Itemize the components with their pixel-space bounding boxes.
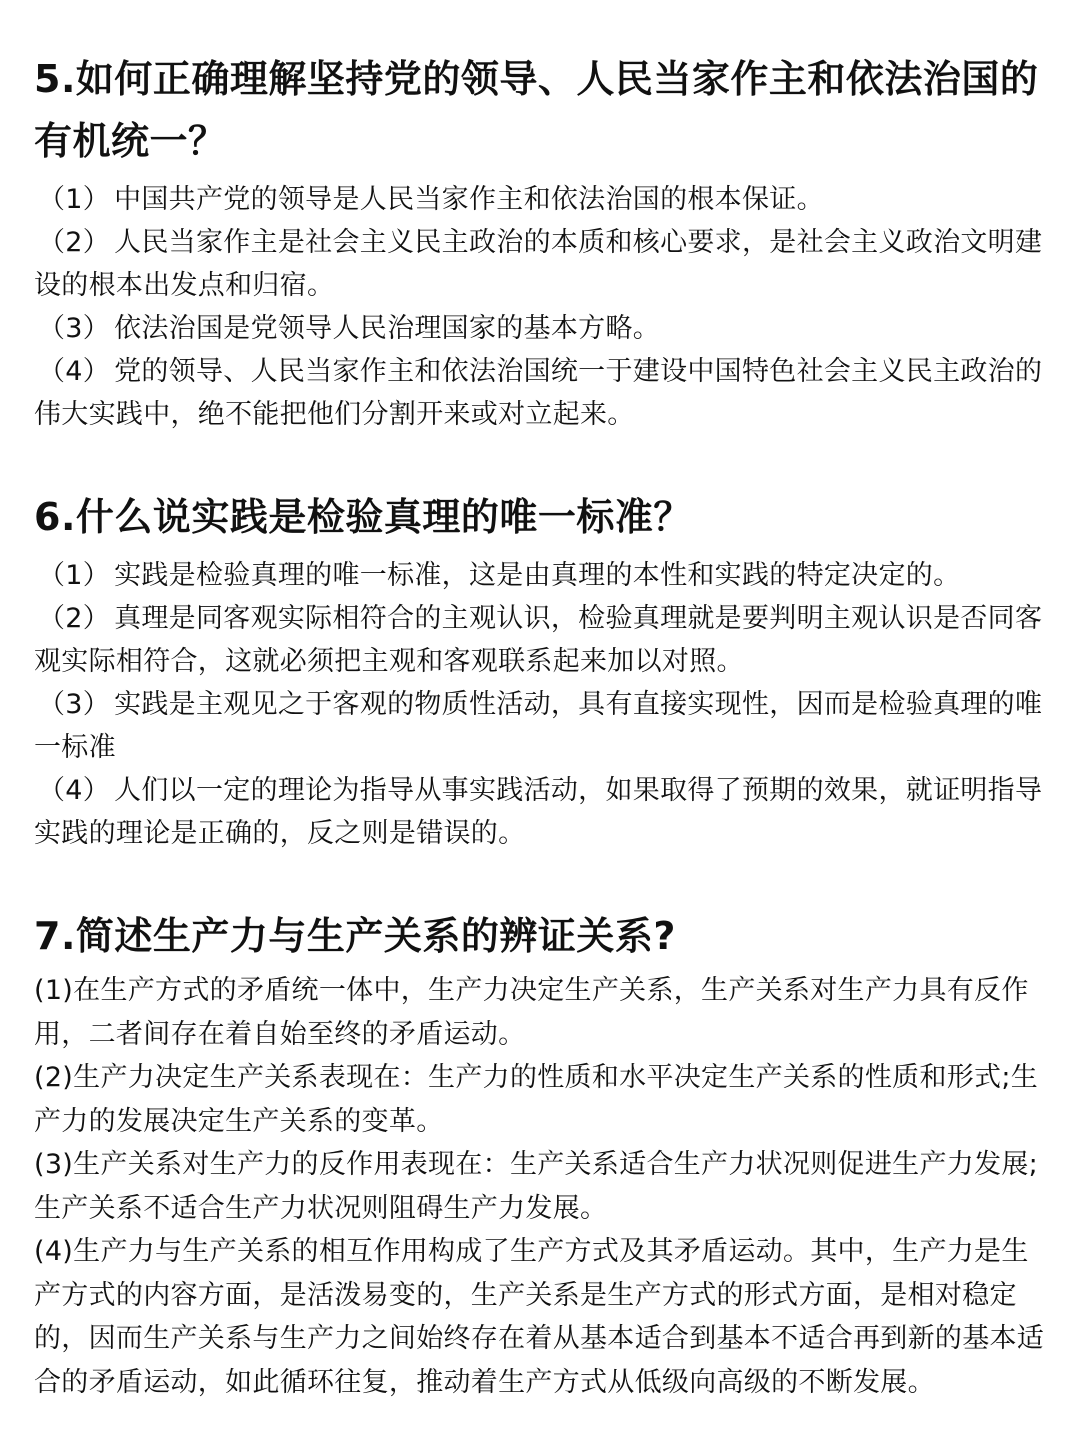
section-heading: 5.如何正确理解坚持党的领导、人民当家作主和依法治国的有机统一？	[34, 57, 1039, 163]
section-7	[34, 905, 1046, 1404]
list-item	[34, 769, 1046, 855]
item-text: 在生产方式的矛盾统一体中，生产力决定生产关系，生产关系对生产力具有反作用，二者间存在着自始至终的矛盾运动。	[34, 975, 1029, 1050]
item-text: 人民当家作主是社会主义民主政治的本质和核心要求，是社会主义政治文明建设的根本出发点和归宿。	[34, 227, 1043, 301]
item-text: 实践是主观见之于客观的物质性活动，具有直接实现性，因而是检验真理的唯一标准	[34, 689, 1043, 763]
list-item	[34, 683, 1046, 769]
item-number: （4）	[38, 356, 111, 387]
item-number: (1)	[34, 975, 74, 1006]
item-text: 中国共产党的领导是人民当家作主和依法治国的根本保证。	[114, 184, 824, 215]
list-item	[34, 307, 1046, 350]
item-number: (4)	[34, 1236, 74, 1267]
item-text: 依法治国是党领导人民治理国家的基本方略。	[114, 313, 661, 344]
item-text: 党的领导、人民当家作主和依法治国统一于建设中国特色社会主义民主政治的伟大实践中，绝不能把他们分割开来或对立起来。	[34, 356, 1043, 430]
list-item	[34, 221, 1046, 307]
list-item	[34, 969, 1046, 1056]
section-heading: 6.什么说实践是检验真理的唯一标准？	[34, 495, 692, 539]
list-item	[34, 597, 1046, 683]
item-text: 生产关系对生产力的反作用表现在：生产关系适合生产力状况则促进生产力发展;生产关系不适合生产力状况则阻碍生产力发展。	[34, 1149, 1039, 1224]
item-number: (3)	[34, 1149, 74, 1180]
item-number: (2)	[34, 1062, 74, 1093]
item-number: （4）	[38, 775, 111, 806]
item-number: （3）	[38, 313, 111, 344]
item-text: 生产力与生产关系的相互作用构成了生产方式及其矛盾运动。其中，生产力是生产方式的内容方面，是活泼易变的，生产关系是生产方式的形式方面，是相对稳定的，因而生产关系与生产力之间始终存在着从基本适合到基本不适合再到新的基本适合的矛盾运动，如此循环往复，推动着生产方式从低级向高级的不断发展。	[34, 1236, 1045, 1398]
section-5	[34, 48, 1046, 436]
list-item	[34, 1143, 1046, 1230]
item-number: （3）	[38, 689, 111, 720]
item-text: 人们以一定的理论为指导从事实践活动，如果取得了预期的效果，就证明指导实践的理论是正确的，反之则是错误的。	[34, 775, 1043, 849]
item-text: 真理是同客观实际相符合的主观认识，检验真理就是要判明主观认识是否同客观实际相符合，这就必须把主观和客观联系起来加以对照。	[34, 603, 1043, 677]
list-item	[34, 1230, 1046, 1404]
item-number: （2）	[38, 227, 111, 258]
item-number: （1）	[38, 560, 111, 591]
section-heading: 7.简述生产力与生产关系的辨证关系?	[34, 914, 676, 958]
list-item	[34, 1056, 1046, 1143]
item-number: （2）	[38, 603, 111, 634]
item-text: 生产力决定生产关系表现在：生产力的性质和水平决定生产关系的性质和形式;生产力的发展决定生产关系的变革。	[34, 1062, 1039, 1137]
item-number: （1）	[38, 184, 111, 215]
item-text: 实践是检验真理的唯一标准，这是由真理的本性和实践的特定决定的。	[114, 560, 961, 591]
list-item	[34, 554, 1046, 597]
list-item	[34, 178, 1046, 221]
section-6	[34, 486, 1046, 855]
list-item	[34, 350, 1046, 436]
